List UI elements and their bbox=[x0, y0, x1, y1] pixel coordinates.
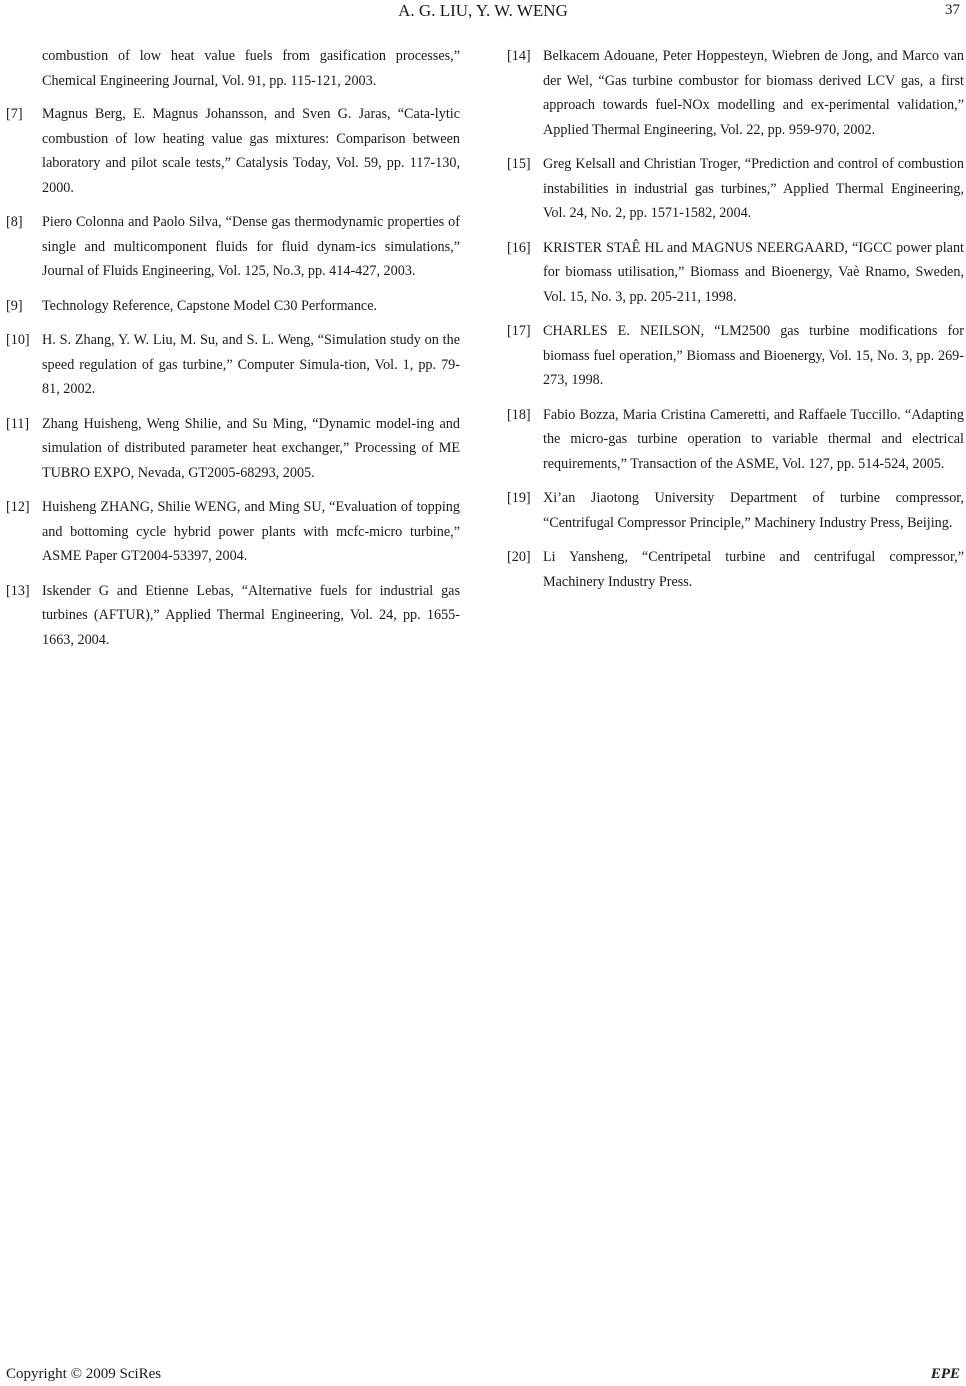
right-column bbox=[507, 44, 964, 604]
reference-item bbox=[507, 545, 964, 594]
reference-text: H. S. Zhang, Y. W. Liu, M. Su, and S. L. Weng, “Simulation study on the speed regulation of gas turbine,” Computer Simula-tion, Vol. 1, pp. 79-81, 2002. bbox=[42, 332, 460, 397]
reference-item bbox=[507, 236, 964, 310]
reference-item bbox=[507, 319, 964, 393]
reference-number: [18] bbox=[507, 406, 531, 423]
reference-text: Zhang Huisheng, Weng Shilie, and Su Ming, “Dynamic model-ing and simulation of distributed parameter heat exchanger,” Processing of ME TUBRO EXPO, Nevada, GT2005-68293, 2005. bbox=[42, 415, 460, 481]
reference-text: Magnus Berg, E. Magnus Johansson, and Sven G. Jaras, “Cata-lytic combustion of low heating value gas mixtures: Comparison between laboratory and pilot scale tests,” Catalysis Today, Vol. 59, pp. 117-130, 2000. bbox=[42, 106, 460, 196]
reference-item bbox=[6, 294, 460, 319]
reference-item bbox=[6, 44, 460, 93]
journal-abbreviation: EPE bbox=[930, 1366, 960, 1382]
reference-number: [9] bbox=[6, 297, 23, 314]
reference-number: [11] bbox=[6, 415, 30, 432]
reference-number bbox=[6, 44, 42, 93]
running-header: A. G. LIU, Y. W. WENG bbox=[398, 1, 568, 20]
reference-number: [19] bbox=[507, 490, 531, 506]
reference-number: [16] bbox=[507, 239, 531, 256]
reference-text: Technology Reference, Capstone Model C30 Performance. bbox=[42, 297, 378, 314]
reference-item bbox=[6, 102, 460, 200]
reference-text: Piero Colonna and Paolo Silva, “Dense gas thermodynamic properties of single and multicomponent fluids for fluid dynam-ics simulations,” Journal of Fluids Engineering, Vol. 125, No.3, pp. 414-427, 2003. bbox=[42, 214, 460, 279]
reference-text: Fabio Bozza, Maria Cristina Cameretti, and Raffaele Tuccillo. “Adapting the micro-gas turbine operation to variable thermal and electrical requirements,” Transaction of the ASME, Vol. 127, pp. 514-524, 2005. bbox=[543, 406, 964, 472]
reference-text: Li Yansheng, “Centripetal turbine and centrifugal compressor,” Machinery Industry Press. bbox=[543, 549, 964, 590]
reference-item bbox=[6, 495, 460, 569]
reference-text: KRISTER STAÊ HL and MAGNUS NEERGAARD, “IGCC power plant for biomass utilisation,” Biomass and Bioenergy, Vaè Rnamo, Sweden, Vol. 15, No. 3, pp. 205-211, 1998. bbox=[543, 239, 964, 305]
reference-number: [10] bbox=[6, 332, 30, 348]
reference-text: Greg Kelsall and Christian Troger, “Prediction and control of combustion instabilities in industrial gas turbines,” Applied Thermal Engineering, Vol. 24, No. 2, pp. 1571-1582, 2004. bbox=[543, 156, 964, 221]
reference-number: [17] bbox=[507, 323, 531, 339]
reference-number: [8] bbox=[6, 214, 23, 230]
left-column bbox=[6, 44, 460, 662]
reference-number: [7] bbox=[6, 106, 23, 122]
reference-number: [14] bbox=[507, 48, 531, 64]
reference-number: [20] bbox=[507, 549, 531, 565]
reference-item bbox=[507, 44, 964, 142]
reference-number: [13] bbox=[6, 582, 30, 599]
reference-number: [12] bbox=[6, 499, 30, 515]
reference-item bbox=[6, 412, 460, 486]
reference-item bbox=[507, 152, 964, 226]
reference-item bbox=[6, 210, 460, 284]
reference-text: CHARLES E. NEILSON, “LM2500 gas turbine modifications for biomass fuel operation,” Biomass and Bioenergy, Vol. 15, No. 3, pp. 269-273, 1998. bbox=[543, 323, 964, 388]
reference-item bbox=[507, 403, 964, 477]
copyright-notice: Copyright © 2009 SciRes bbox=[6, 1366, 162, 1382]
reference-item bbox=[6, 579, 460, 653]
reference-item bbox=[507, 486, 964, 535]
page-number: 37 bbox=[945, 2, 960, 18]
reference-text: Belkacem Adouane, Peter Hoppesteyn, Wiebren de Jong, and Marco van der Wel, “Gas turbine combustor for biomass derived LCV gas, a first approach towards fuel-NOx modelling and ex-perimental validation,” Applied Thermal Engineering, Vol. 22, pp. 959-970, 2002. bbox=[543, 48, 964, 138]
reference-text: Xi’an Jiaotong University Department of turbine compressor, “Centrifugal Compressor Principle,” Machinery Industry Press, Beijing. bbox=[543, 490, 964, 531]
reference-text: Huisheng ZHANG, Shilie WENG, and Ming SU, “Evaluation of topping and bottoming cycle hybrid power plants with mcfc-micro turbine,” ASME Paper GT2004-53397, 2004. bbox=[42, 499, 460, 564]
reference-text: combustion of low heat value fuels from gasification processes,” Chemical Engineering Journal, Vol. 91, pp. 115-121, 2003. bbox=[42, 48, 460, 89]
reference-text: Iskender G and Etienne Lebas, “Alternative fuels for industrial gas turbines (AFTUR),” Applied Thermal Engineering, Vol. 24, pp. 1655-1663, 2004. bbox=[42, 582, 460, 648]
reference-number: [15] bbox=[507, 156, 531, 172]
reference-item bbox=[6, 328, 460, 402]
